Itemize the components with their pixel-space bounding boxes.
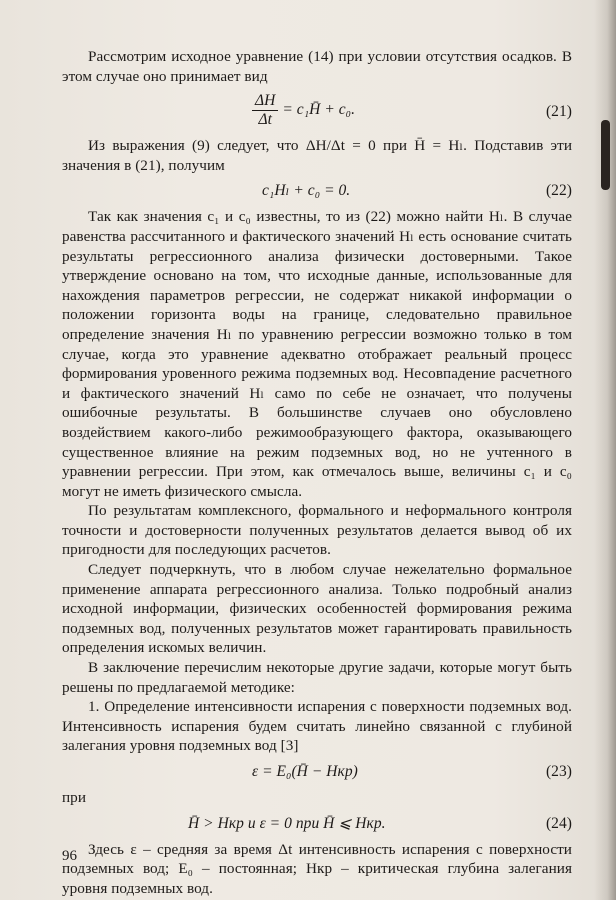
equation-21-fraction xyxy=(252,92,278,129)
paragraph-8: Здесь ε – средняя за время Δt интенсивность испарения с поверхности подземных вод; E₀ – постоянная; Hкр – критическая глубина залегания уровня подземных вод. xyxy=(62,840,572,897)
equation-21-body xyxy=(252,92,355,129)
equation-22 xyxy=(62,178,572,204)
paragraph-6: В заключение перечислим некоторые другие задачи, которые могут быть решены по предлагаемой методике: xyxy=(62,659,572,696)
equation-21-label: (21) xyxy=(545,103,572,121)
paragraph-1: Рассмотрим исходное уравнение (14) при условии отсутствия осадков. В этом случае оно принимает вид xyxy=(62,48,572,85)
equation-22-label: (22) xyxy=(545,182,572,200)
page-number: 96 xyxy=(62,848,77,864)
paragraph-3: Так как значения c₁ и c₀ известны, то из (22) можно найти Hₗ. В случае равенства рассчитанного и фактического значений Hₗ есть основание считать результаты регрессионного анализа физически достоверными. Такое утверждение основано на том, что исходные данные, использованные для нахождения параметров регрессии, не содержат никакой информации о положении горизонта воды на границе, следовательно правильное определение значения Hₗ по уравнению регрессии возможно только в том случае, когда это уравнение адекватно отображает реальный процесс формирования уровенного режима подземных вод. Несовпадение расчетного и фактического значений Hₗ само по себе не означает, что получены ошибочные результаты. В большинстве случаев оно обусловлено воздействием какого-либо режимообразующего фактора, оказывающего существенное влияние на режим подземных вод, но не учтенного в уравнении регрессии. При этом, как отмечалось выше, величины c₁ и c₀ могут не иметь физического смысла. xyxy=(62,208,572,500)
page-text xyxy=(62,47,572,898)
equation-24-label: (24) xyxy=(545,814,572,832)
equation-24 xyxy=(62,811,572,837)
equation-23-body: ε = E₀(H̄ − Hкр) xyxy=(252,763,358,780)
paragraph-2: Из выражения (9) следует, что ΔH/Δt = 0 при H̄ = Hₗ. Подставив эти значения в (21), получим xyxy=(62,137,572,174)
equation-21-denominator: Δt xyxy=(258,111,272,129)
equation-21-rhs: = c₁H̄ + c₀. xyxy=(282,101,356,119)
paragraph-5: Следует подчеркнуть, что в любом случае нежелательно формальное применение аппарата регрессионного анализа. Только подробный анализ исходной информации, физических особенностей формирования режима подземных вод, полученных результатов может гарантировать правильность определения искомых величин. xyxy=(62,561,572,657)
equation-21-numerator: ΔH xyxy=(252,92,278,111)
word-pri: при xyxy=(62,789,86,806)
binding-mark xyxy=(601,120,610,190)
equation-21 xyxy=(62,89,572,133)
paragraph-7: 1. Определение интенсивности испарения с поверхности подземных вод. Интенсивность испарения будем считать линейно связанной с глубиной залегания уровня подземных вод [3] xyxy=(62,698,572,755)
equation-24-body: H̄ > Hкр и ε = 0 при H̄ ⩽ Hкр. xyxy=(188,814,386,832)
paragraph-4: По результатам комплексного, формального и неформального контроля точности и достоверности полученных результатов делается вывод об их пригодности для последующих расчетов. xyxy=(62,502,572,559)
equation-22-body: c₁Hₗ + c₀ = 0. xyxy=(262,182,351,200)
equation-23-label: (23) xyxy=(545,763,572,780)
equation-23 xyxy=(62,759,572,785)
